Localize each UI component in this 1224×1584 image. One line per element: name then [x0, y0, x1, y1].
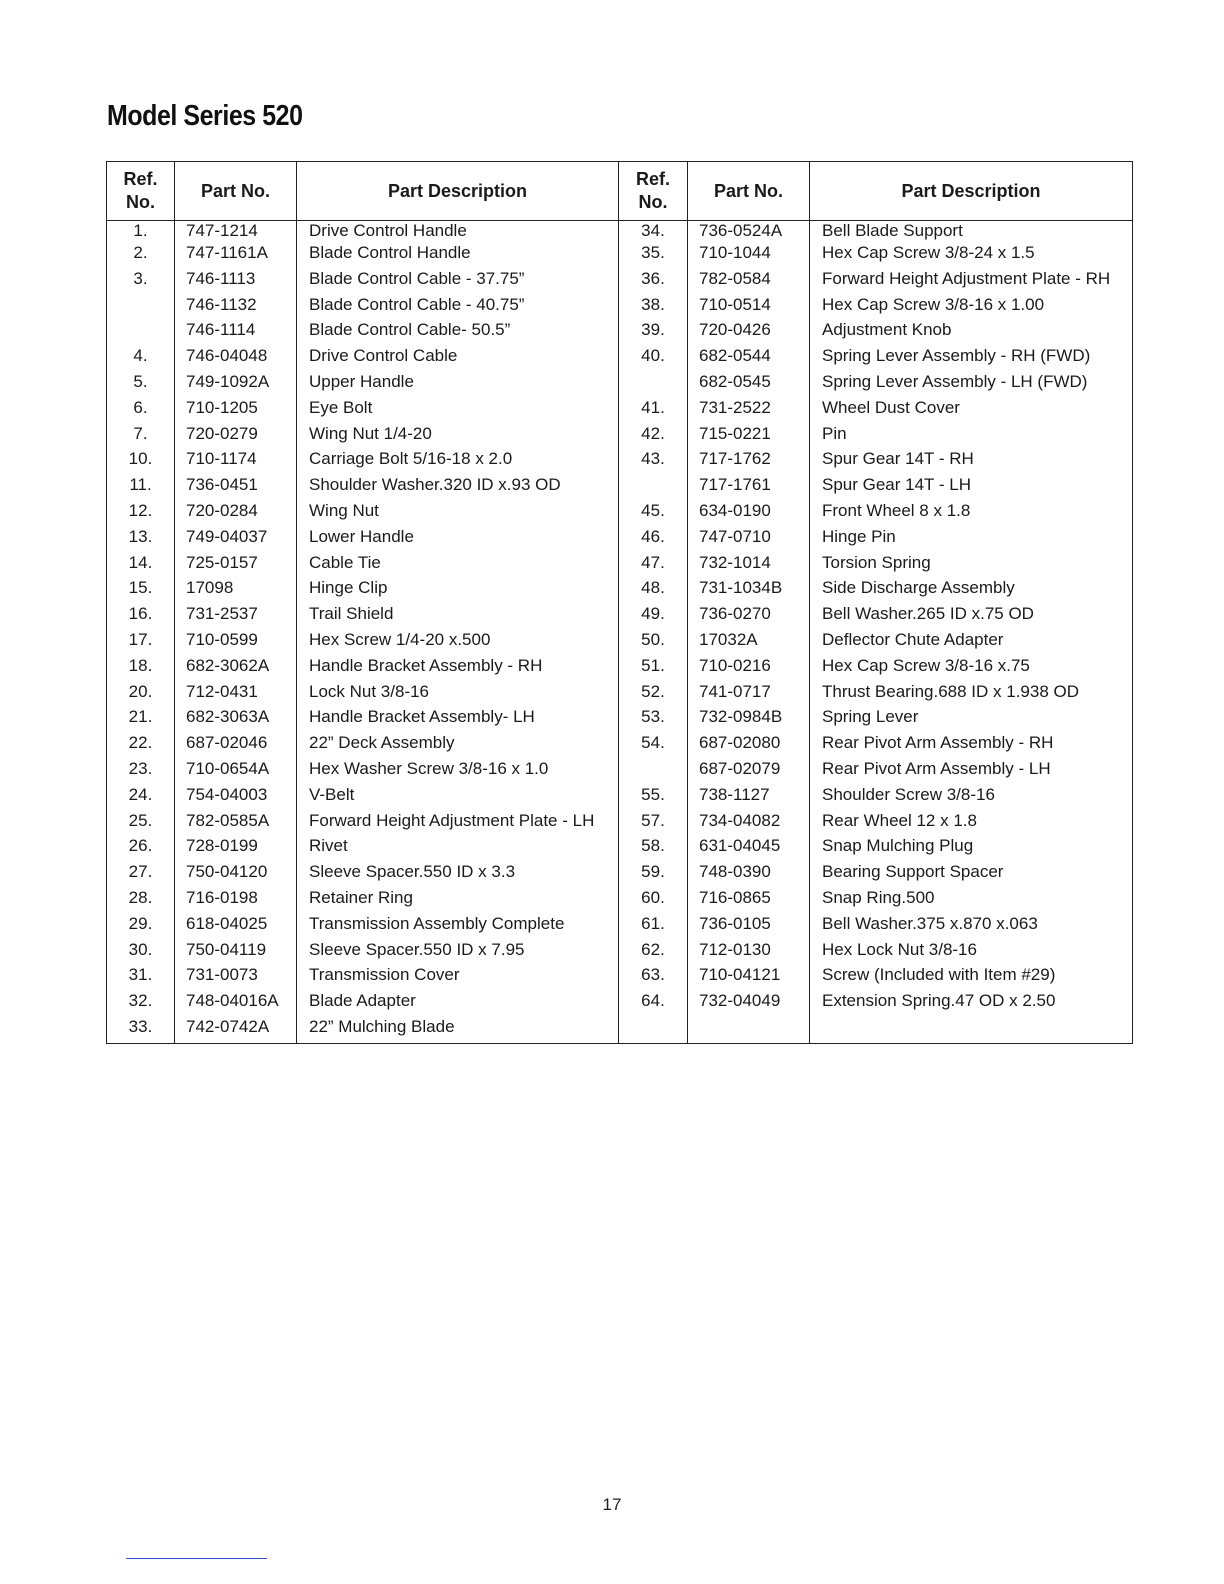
ref-right: 46.	[619, 524, 688, 550]
table-row	[107, 782, 1133, 808]
part-description-right: Thrust Bearing.688 ID x 1.938 OD	[810, 679, 1133, 705]
part-description-left: Blade Control Cable - 37.75”	[297, 266, 619, 292]
ref-left: 15.	[107, 575, 175, 601]
part-no-left: 618-04025	[175, 911, 297, 937]
table-row	[107, 679, 1133, 705]
part-description-left: Wing Nut	[297, 498, 619, 524]
footer-rule	[126, 1558, 267, 1559]
part-no-right: 715-0221	[688, 421, 810, 447]
part-no-right: 731-1034B	[688, 575, 810, 601]
part-description-left: Handle Bracket Assembly - RH	[297, 653, 619, 679]
part-no-right: 734-04082	[688, 808, 810, 834]
part-description-left: Wing Nut 1/4-20	[297, 421, 619, 447]
part-no-right: 747-0710	[688, 524, 810, 550]
part-no-right: 710-0216	[688, 653, 810, 679]
ref-left: 31.	[107, 962, 175, 988]
part-description-right: Spring Lever Assembly - RH (FWD)	[810, 343, 1133, 369]
ref-left: 29.	[107, 911, 175, 937]
part-no-left: 749-1092A	[175, 369, 297, 395]
part-description-right: Rear Pivot Arm Assembly - RH	[810, 730, 1133, 756]
ref-right: 36.	[619, 266, 688, 292]
part-description-right: Spring Lever	[810, 704, 1133, 730]
part-no-left: 687-02046	[175, 730, 297, 756]
page-title: Model Series 520	[107, 100, 303, 132]
ref-right: 54.	[619, 730, 688, 756]
part-no-left: 748-04016A	[175, 988, 297, 1014]
table-body	[107, 221, 1133, 1044]
part-no-left: 747-1161A	[175, 240, 297, 266]
part-description-right: Hex Cap Screw 3/8-16 x.75	[810, 653, 1133, 679]
table-row	[107, 395, 1133, 421]
part-no-left: 746-04048	[175, 343, 297, 369]
part-no-left: 716-0198	[175, 885, 297, 911]
part-description-left: Blade Control Cable - 40.75”	[297, 292, 619, 318]
ref-left: 3.	[107, 266, 175, 292]
parts-table	[106, 161, 1133, 1044]
ref-left: 21.	[107, 704, 175, 730]
ref-left: 6.	[107, 395, 175, 421]
ref-left: 26.	[107, 833, 175, 859]
part-description-right: Spur Gear 14T - LH	[810, 472, 1133, 498]
table-row	[107, 292, 1133, 318]
part-description-right: Forward Height Adjustment Plate - RH	[810, 266, 1133, 292]
ref-left: 11.	[107, 472, 175, 498]
part-no-right: 687-02079	[688, 756, 810, 782]
part-description-left: Handle Bracket Assembly- LH	[297, 704, 619, 730]
part-no-left: 731-0073	[175, 962, 297, 988]
table-row	[107, 756, 1133, 782]
part-description-right: Torsion Spring	[810, 550, 1133, 576]
ref-right: 48.	[619, 575, 688, 601]
ref-right: 39.	[619, 317, 688, 343]
part-description-left: Hex Washer Screw 3/8-16 x 1.0	[297, 756, 619, 782]
part-description-right: Bearing Support Spacer	[810, 859, 1133, 885]
ref-left: 10.	[107, 446, 175, 472]
header-part-right: Part No.	[688, 162, 810, 221]
table-row	[107, 240, 1133, 266]
part-no-left: 720-0284	[175, 498, 297, 524]
part-no-left: 720-0279	[175, 421, 297, 447]
header-ref-left: Ref. No.	[107, 162, 175, 221]
ref-right: 50.	[619, 627, 688, 653]
part-description-right: Screw (Included with Item #29)	[810, 962, 1133, 988]
part-no-right: 682-0545	[688, 369, 810, 395]
ref-left: 28.	[107, 885, 175, 911]
part-no-right: 741-0717	[688, 679, 810, 705]
ref-right: 62.	[619, 937, 688, 963]
part-no-right: 710-04121	[688, 962, 810, 988]
part-description-left: 22” Deck Assembly	[297, 730, 619, 756]
part-no-left: 754-04003	[175, 782, 297, 808]
part-no-left: 747-1214	[175, 221, 297, 241]
part-no-left: 710-1174	[175, 446, 297, 472]
table-row	[107, 808, 1133, 834]
ref-right: 61.	[619, 911, 688, 937]
table-row	[107, 833, 1133, 859]
table-row	[107, 704, 1133, 730]
table-row	[107, 524, 1133, 550]
ref-right: 43.	[619, 446, 688, 472]
part-description-left: 22” Mulching Blade	[297, 1014, 619, 1044]
table-row	[107, 988, 1133, 1014]
ref-left: 1.	[107, 221, 175, 241]
table-row	[107, 859, 1133, 885]
table-row	[107, 627, 1133, 653]
ref-left: 33.	[107, 1014, 175, 1044]
ref-right: 57.	[619, 808, 688, 834]
part-description-right: Bell Washer.265 ID x.75 OD	[810, 601, 1133, 627]
part-no-left: 710-0599	[175, 627, 297, 653]
ref-left: 14.	[107, 550, 175, 576]
part-description-left: Transmission Assembly Complete	[297, 911, 619, 937]
part-description-right: Rear Wheel 12 x 1.8	[810, 808, 1133, 834]
table-row	[107, 446, 1133, 472]
table-row	[107, 550, 1133, 576]
part-no-right: 682-0544	[688, 343, 810, 369]
ref-right: 52.	[619, 679, 688, 705]
ref-left: 25.	[107, 808, 175, 834]
table-row	[107, 498, 1133, 524]
ref-left: 12.	[107, 498, 175, 524]
ref-right: 55.	[619, 782, 688, 808]
part-no-right: 736-0270	[688, 601, 810, 627]
header-row	[107, 162, 1133, 221]
part-no-left: 17098	[175, 575, 297, 601]
part-no-left: 742-0742A	[175, 1014, 297, 1044]
part-description-right: Hex Cap Screw 3/8-24 x 1.5	[810, 240, 1133, 266]
part-description-left: Drive Control Handle	[297, 221, 619, 241]
part-no-right: 634-0190	[688, 498, 810, 524]
ref-right: 47.	[619, 550, 688, 576]
part-no-right: 731-2522	[688, 395, 810, 421]
part-description-left: Trail Shield	[297, 601, 619, 627]
ref-right	[619, 472, 688, 498]
table-row	[107, 369, 1133, 395]
ref-left: 16.	[107, 601, 175, 627]
part-no-right	[688, 1014, 810, 1044]
ref-right: 64.	[619, 988, 688, 1014]
ref-left: 20.	[107, 679, 175, 705]
part-no-left: 712-0431	[175, 679, 297, 705]
ref-right: 59.	[619, 859, 688, 885]
part-no-left: 749-04037	[175, 524, 297, 550]
part-no-right: 717-1762	[688, 446, 810, 472]
part-no-left: 746-1114	[175, 317, 297, 343]
part-no-right: 712-0130	[688, 937, 810, 963]
ref-right: 58.	[619, 833, 688, 859]
ref-left: 4.	[107, 343, 175, 369]
part-description-left: Blade Control Cable- 50.5”	[297, 317, 619, 343]
ref-left	[107, 317, 175, 343]
ref-left: 5.	[107, 369, 175, 395]
ref-right	[619, 1014, 688, 1044]
ref-right: 38.	[619, 292, 688, 318]
part-no-right: 736-0524A	[688, 221, 810, 241]
part-description-left: Rivet	[297, 833, 619, 859]
part-no-left: 746-1132	[175, 292, 297, 318]
part-no-right: 732-04049	[688, 988, 810, 1014]
part-description-left: Sleeve Spacer.550 ID x 7.95	[297, 937, 619, 963]
part-description-right: Side Discharge Assembly	[810, 575, 1133, 601]
ref-left: 18.	[107, 653, 175, 679]
part-description-right: Bell Washer.375 x.870 x.063	[810, 911, 1133, 937]
part-description-right: Spring Lever Assembly - LH (FWD)	[810, 369, 1133, 395]
part-description-right: Rear Pivot Arm Assembly - LH	[810, 756, 1133, 782]
header-desc-right: Part Description	[810, 162, 1133, 221]
part-no-right: 732-0984B	[688, 704, 810, 730]
part-no-right: 687-02080	[688, 730, 810, 756]
part-no-left: 731-2537	[175, 601, 297, 627]
part-description-left: Hex Screw 1/4-20 x.500	[297, 627, 619, 653]
part-description-right: Bell Blade Support	[810, 221, 1133, 241]
part-no-right: 710-0514	[688, 292, 810, 318]
ref-right: 51.	[619, 653, 688, 679]
part-no-left: 728-0199	[175, 833, 297, 859]
part-description-right: Adjustment Knob	[810, 317, 1133, 343]
table-row	[107, 575, 1133, 601]
table-row	[107, 911, 1133, 937]
ref-right: 53.	[619, 704, 688, 730]
part-no-right: 710-1044	[688, 240, 810, 266]
ref-left: 17.	[107, 627, 175, 653]
part-description-left: Upper Handle	[297, 369, 619, 395]
part-description-left: Blade Adapter	[297, 988, 619, 1014]
table-row	[107, 343, 1133, 369]
part-description-right: Pin	[810, 421, 1133, 447]
part-description-left: Lower Handle	[297, 524, 619, 550]
part-no-right: 738-1127	[688, 782, 810, 808]
part-description-left: Forward Height Adjustment Plate - LH	[297, 808, 619, 834]
part-description-right: Extension Spring.47 OD x 2.50	[810, 988, 1133, 1014]
table-row	[107, 221, 1133, 241]
table-header	[107, 162, 1133, 221]
part-no-left: 750-04120	[175, 859, 297, 885]
table-row	[107, 653, 1133, 679]
part-no-right: 782-0584	[688, 266, 810, 292]
ref-left: 13.	[107, 524, 175, 550]
header-part-left: Part No.	[175, 162, 297, 221]
part-description-left: Carriage Bolt 5/16-18 x 2.0	[297, 446, 619, 472]
part-description-right: Hex Lock Nut 3/8-16	[810, 937, 1133, 963]
table-row	[107, 421, 1133, 447]
part-no-right: 748-0390	[688, 859, 810, 885]
part-no-right: 720-0426	[688, 317, 810, 343]
part-description-left: Drive Control Cable	[297, 343, 619, 369]
ref-left: 30.	[107, 937, 175, 963]
part-no-right: 17032A	[688, 627, 810, 653]
part-description-left: Eye Bolt	[297, 395, 619, 421]
table-row	[107, 317, 1133, 343]
part-description-right: Deflector Chute Adapter	[810, 627, 1133, 653]
header-desc-left: Part Description	[297, 162, 619, 221]
part-no-left: 710-1205	[175, 395, 297, 421]
table-row	[107, 1014, 1133, 1044]
ref-left	[107, 292, 175, 318]
part-description-left: Shoulder Washer.320 ID x.93 OD	[297, 472, 619, 498]
part-no-left: 782-0585A	[175, 808, 297, 834]
ref-left: 22.	[107, 730, 175, 756]
part-description-left: Sleeve Spacer.550 ID x 3.3	[297, 859, 619, 885]
ref-right: 63.	[619, 962, 688, 988]
ref-left: 32.	[107, 988, 175, 1014]
page-number: 17	[602, 1495, 622, 1514]
part-description-left: Hinge Clip	[297, 575, 619, 601]
part-no-left: 750-04119	[175, 937, 297, 963]
ref-right: 60.	[619, 885, 688, 911]
table-row	[107, 601, 1133, 627]
table-row	[107, 885, 1133, 911]
ref-right: 34.	[619, 221, 688, 241]
ref-right: 40.	[619, 343, 688, 369]
part-description-right: Hex Cap Screw 3/8-16 x 1.00	[810, 292, 1133, 318]
table-row	[107, 266, 1133, 292]
part-description-right: Snap Ring.500	[810, 885, 1133, 911]
part-description-right: Front Wheel 8 x 1.8	[810, 498, 1133, 524]
part-no-left: 746-1113	[175, 266, 297, 292]
part-no-left: 725-0157	[175, 550, 297, 576]
table-row	[107, 472, 1133, 498]
ref-left: 2.	[107, 240, 175, 266]
header-ref-right: Ref. No.	[619, 162, 688, 221]
part-description-left: V-Belt	[297, 782, 619, 808]
part-description-left: Transmission Cover	[297, 962, 619, 988]
ref-right	[619, 369, 688, 395]
part-no-right: 732-1014	[688, 550, 810, 576]
part-description-left: Blade Control Handle	[297, 240, 619, 266]
part-description-right: Snap Mulching Plug	[810, 833, 1133, 859]
part-no-left: 736-0451	[175, 472, 297, 498]
ref-right: 45.	[619, 498, 688, 524]
table-row	[107, 937, 1133, 963]
ref-right: 35.	[619, 240, 688, 266]
part-description-left: Lock Nut 3/8-16	[297, 679, 619, 705]
part-description-right: Wheel Dust Cover	[810, 395, 1133, 421]
part-no-right: 717-1761	[688, 472, 810, 498]
part-no-left: 682-3062A	[175, 653, 297, 679]
part-no-left: 710-0654A	[175, 756, 297, 782]
part-no-right: 716-0865	[688, 885, 810, 911]
ref-right: 42.	[619, 421, 688, 447]
table-row	[107, 962, 1133, 988]
part-no-right: 736-0105	[688, 911, 810, 937]
ref-left: 23.	[107, 756, 175, 782]
table-row	[107, 730, 1133, 756]
ref-left: 7.	[107, 421, 175, 447]
part-no-right: 631-04045	[688, 833, 810, 859]
part-no-left: 682-3063A	[175, 704, 297, 730]
part-description-right: Spur Gear 14T - RH	[810, 446, 1133, 472]
ref-right	[619, 756, 688, 782]
ref-left: 24.	[107, 782, 175, 808]
part-description-right	[810, 1014, 1133, 1044]
part-description-right: Shoulder Screw 3/8-16	[810, 782, 1133, 808]
ref-right: 41.	[619, 395, 688, 421]
part-description-left: Retainer Ring	[297, 885, 619, 911]
part-description-left: Cable Tie	[297, 550, 619, 576]
ref-left: 27.	[107, 859, 175, 885]
ref-right: 49.	[619, 601, 688, 627]
part-description-right: Hinge Pin	[810, 524, 1133, 550]
